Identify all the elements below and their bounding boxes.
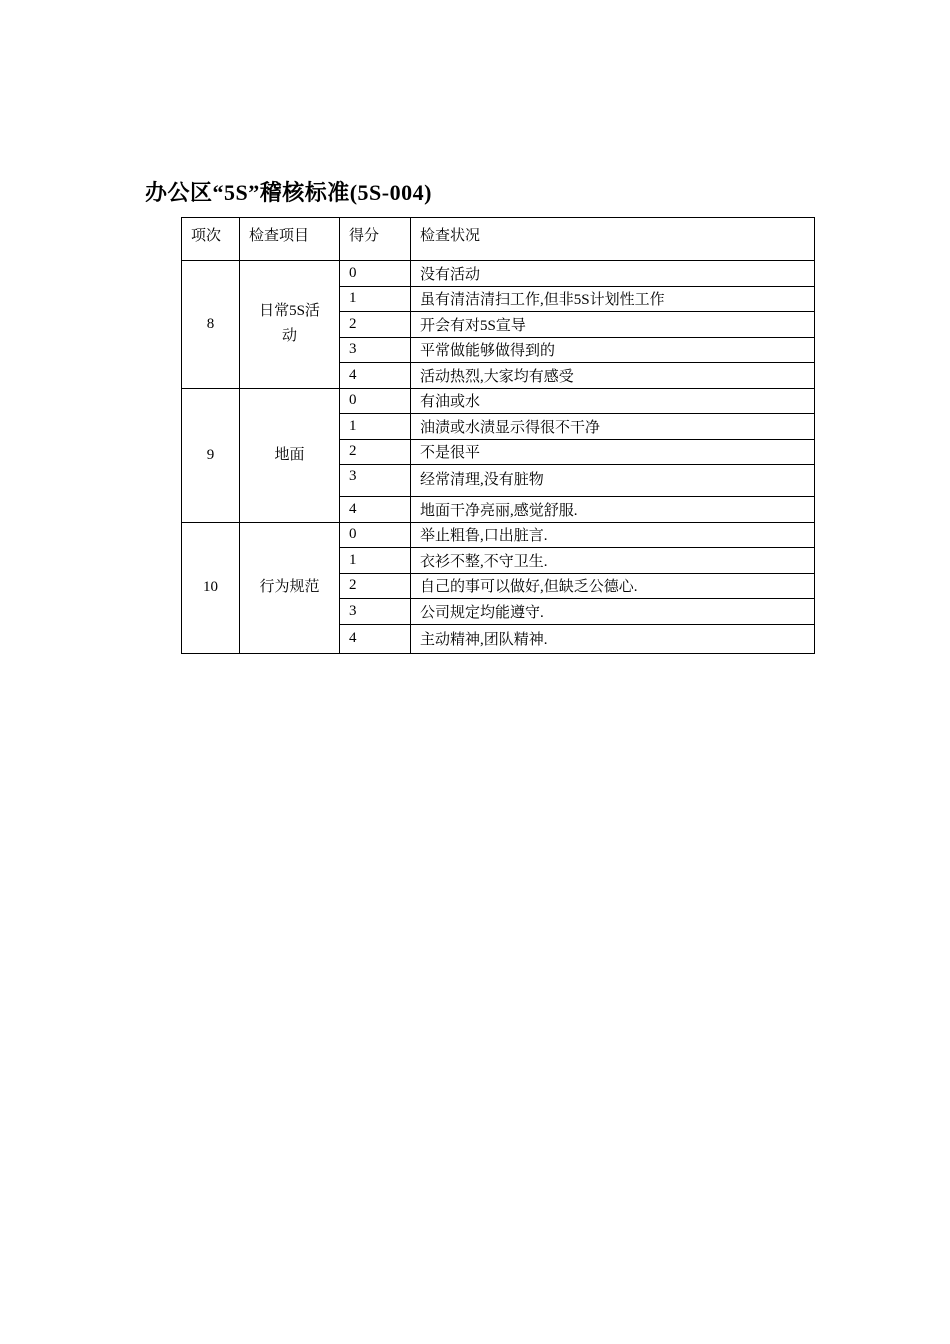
- score-cell: 3: [340, 337, 411, 363]
- score-cell: 4: [340, 363, 411, 389]
- header-item-no: 项次: [182, 218, 240, 261]
- header-check-item: 检查项目: [240, 218, 340, 261]
- status-cell: 有油或水: [411, 388, 815, 414]
- status-cell: 平常做能够做得到的: [411, 337, 815, 363]
- status-cell: 自己的事可以做好,但缺乏公德心.: [411, 573, 815, 599]
- table-row: [182, 388, 815, 414]
- status-cell: 活动热烈,大家均有感受: [411, 363, 815, 389]
- status-cell: 开会有对5S宣导: [411, 312, 815, 338]
- status-cell: 举止粗鲁,口出脏言.: [411, 522, 815, 548]
- status-cell: 地面干净亮丽,感觉舒服.: [411, 497, 815, 523]
- score-cell: 0: [340, 261, 411, 287]
- score-cell: 2: [340, 312, 411, 338]
- check-item: 行为规范: [240, 522, 340, 653]
- status-cell: 主动精神,团队精神.: [411, 624, 815, 653]
- status-cell: 经常清理,没有脏物: [411, 465, 815, 497]
- score-cell: 4: [340, 497, 411, 523]
- check-item: 日常5S活动: [240, 261, 340, 389]
- status-cell: 油渍或水渍显示得很不干净: [411, 414, 815, 440]
- score-cell: 1: [340, 414, 411, 440]
- status-cell: 不是很平: [411, 439, 815, 465]
- item-number: 9: [182, 388, 240, 522]
- item-number: 8: [182, 261, 240, 389]
- score-cell: 0: [340, 388, 411, 414]
- score-cell: 1: [340, 286, 411, 312]
- score-cell: 4: [340, 624, 411, 653]
- score-cell: 3: [340, 599, 411, 625]
- table-row: [182, 261, 815, 287]
- score-cell: 0: [340, 522, 411, 548]
- score-cell: 3: [340, 465, 411, 497]
- header-score: 得分: [340, 218, 411, 261]
- page-title: 办公区“5S”稽核标准(5S-004): [145, 180, 432, 205]
- table-header-row: [182, 218, 815, 261]
- score-cell: 1: [340, 548, 411, 574]
- audit-standard-table: [181, 217, 815, 654]
- status-cell: 虽有清洁清扫工作,但非5S计划性工作: [411, 286, 815, 312]
- check-item: 地面: [240, 388, 340, 522]
- table-row: [182, 522, 815, 548]
- score-cell: 2: [340, 439, 411, 465]
- header-status: 检查状况: [411, 218, 815, 261]
- status-cell: 公司规定均能遵守.: [411, 599, 815, 625]
- status-cell: 没有活动: [411, 261, 815, 287]
- item-number: 10: [182, 522, 240, 653]
- score-cell: 2: [340, 573, 411, 599]
- status-cell: 衣衫不整,不守卫生.: [411, 548, 815, 574]
